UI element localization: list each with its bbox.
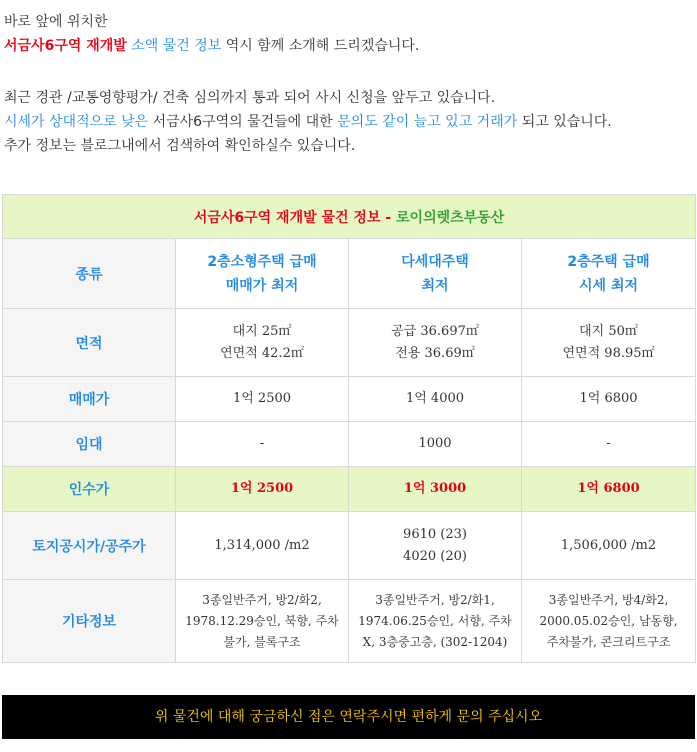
highlight-area-name: 서금사6구역 재개발 bbox=[4, 38, 127, 54]
table-row-acquisition bbox=[3, 467, 696, 512]
intro-line-1: 바로 앞에 위치한 bbox=[4, 14, 108, 30]
land-2-line-b: 4020 (20) bbox=[403, 548, 467, 564]
table-row-etc bbox=[3, 580, 696, 663]
table-title-agent: 로이의렛츠부동산 bbox=[396, 209, 505, 226]
table-row-type bbox=[3, 239, 696, 309]
area-2-line-b: 전용 36.69㎡ bbox=[395, 345, 475, 361]
price-cell-1: 1억 2500 bbox=[176, 377, 349, 422]
highlight-inquiries: 문의도 같이 늘고 있고 거래가 bbox=[337, 114, 518, 130]
rent-cell-1: - bbox=[176, 422, 349, 467]
listing-table bbox=[2, 194, 696, 663]
area-cell-1 bbox=[176, 309, 349, 377]
etc-cell-1 bbox=[176, 580, 349, 663]
etc-2-line-a: 3종일반주거, 방2/화1, bbox=[375, 592, 495, 607]
intro-line-4-end: 되고 있습니다. bbox=[521, 114, 612, 130]
etc-3-line-b: 2000.05.02승인, 남동향, bbox=[539, 613, 678, 628]
etc-1-line-b: 1978.12.29승인, 북향, 주차 bbox=[185, 613, 339, 628]
row-label-acquisition: 인수가 bbox=[3, 467, 176, 512]
etc-cell-2 bbox=[349, 580, 522, 663]
area-cell-2 bbox=[349, 309, 522, 377]
type-cell-3 bbox=[522, 239, 696, 309]
table-row-area bbox=[3, 309, 696, 377]
row-label-etc: 기타정보 bbox=[3, 580, 176, 663]
intro-line-2 bbox=[4, 34, 694, 58]
etc-1-line-a: 3종일반주거, 방2/화2, bbox=[202, 592, 322, 607]
intro-line-4-mid: 서금사6구역의 물건들에 대한 bbox=[152, 114, 333, 130]
row-label-area: 면적 bbox=[3, 309, 176, 377]
table-title-main: 서금사6구역 재개발 물건 정보 bbox=[193, 209, 381, 226]
type-3-line-b: 시세 최저 bbox=[579, 277, 639, 294]
highlight-low-price: 시세가 상대적으로 낮은 bbox=[4, 114, 149, 130]
acq-cell-1: 1억 2500 bbox=[176, 467, 349, 512]
price-cell-3: 1억 6800 bbox=[522, 377, 696, 422]
highlight-listing-info: 소액 물건 정보 bbox=[131, 38, 222, 54]
type-3-line-a: 2층주택 급매 bbox=[567, 253, 650, 270]
area-3-line-b: 연면적 98.95㎡ bbox=[562, 345, 655, 361]
area-1-line-a: 대지 25㎡ bbox=[232, 323, 292, 339]
type-cell-1 bbox=[176, 239, 349, 309]
table-title-row bbox=[3, 195, 696, 239]
land-2-line-a: 9610 (23) bbox=[403, 526, 467, 542]
row-label-type: 종류 bbox=[3, 239, 176, 309]
intro-line-5: 추가 정보는 블로그내에서 검색하여 확인하실수 있습니다. bbox=[4, 138, 356, 154]
area-3-line-a: 대지 50㎡ bbox=[579, 323, 638, 339]
area-1-line-b: 연면적 42.2㎡ bbox=[220, 345, 304, 361]
area-2-line-a: 공급 36.697㎡ bbox=[391, 323, 479, 339]
etc-2-line-b: 1974.06.25승인, 서향, 주차 bbox=[358, 613, 512, 628]
acq-cell-3: 1억 6800 bbox=[522, 467, 696, 512]
type-1-line-b: 매매가 최저 bbox=[225, 277, 299, 294]
etc-2-line-c: X, 3층중고층, (302-1204) bbox=[362, 634, 508, 649]
rent-cell-3: - bbox=[522, 422, 696, 467]
intro-line-2-rest: 역시 함께 소개해 드리겠습니다. bbox=[225, 38, 420, 54]
type-2-line-b: 최저 bbox=[421, 277, 449, 294]
table-title bbox=[3, 195, 696, 239]
intro-line-4 bbox=[4, 110, 694, 134]
type-cell-2 bbox=[349, 239, 522, 309]
row-label-price: 매매가 bbox=[3, 377, 176, 422]
table-row-price bbox=[3, 377, 696, 422]
row-label-rent: 임대 bbox=[3, 422, 176, 467]
price-cell-2: 1억 4000 bbox=[349, 377, 522, 422]
contact-banner: 위 물건에 대해 궁금하신 점은 연락주시면 편하게 문의 주십시오 bbox=[2, 695, 695, 739]
etc-1-line-c: 불가, 블록구조 bbox=[223, 634, 301, 649]
area-cell-3 bbox=[522, 309, 696, 377]
land-cell-1: 1,314,000 /m2 bbox=[176, 512, 349, 580]
row-label-land-price: 토지공시가/공주가 bbox=[3, 512, 176, 580]
table-row-rent bbox=[3, 422, 696, 467]
intro-line-3: 최근 경관 /교통영향평가/ 건축 심의까지 통과 되어 사시 신청을 앞두고 있습니다. bbox=[4, 90, 496, 106]
type-2-line-a: 다세대주택 bbox=[401, 253, 469, 270]
table-title-sep: - bbox=[380, 209, 397, 226]
etc-cell-3 bbox=[522, 580, 696, 663]
intro-text bbox=[4, 10, 694, 158]
land-cell-2 bbox=[349, 512, 522, 580]
etc-3-line-a: 3종일반주거, 방4/화2, bbox=[548, 592, 669, 607]
rent-cell-2: 1000 bbox=[349, 422, 522, 467]
land-cell-3: 1,506,000 /m2 bbox=[522, 512, 696, 580]
etc-3-line-c: 주차불가, 콘크리트구조 bbox=[546, 634, 671, 649]
acq-cell-2: 1억 3000 bbox=[349, 467, 522, 512]
table-row-land-price bbox=[3, 512, 696, 580]
type-1-line-a: 2층소형주택 급매 bbox=[207, 253, 317, 270]
